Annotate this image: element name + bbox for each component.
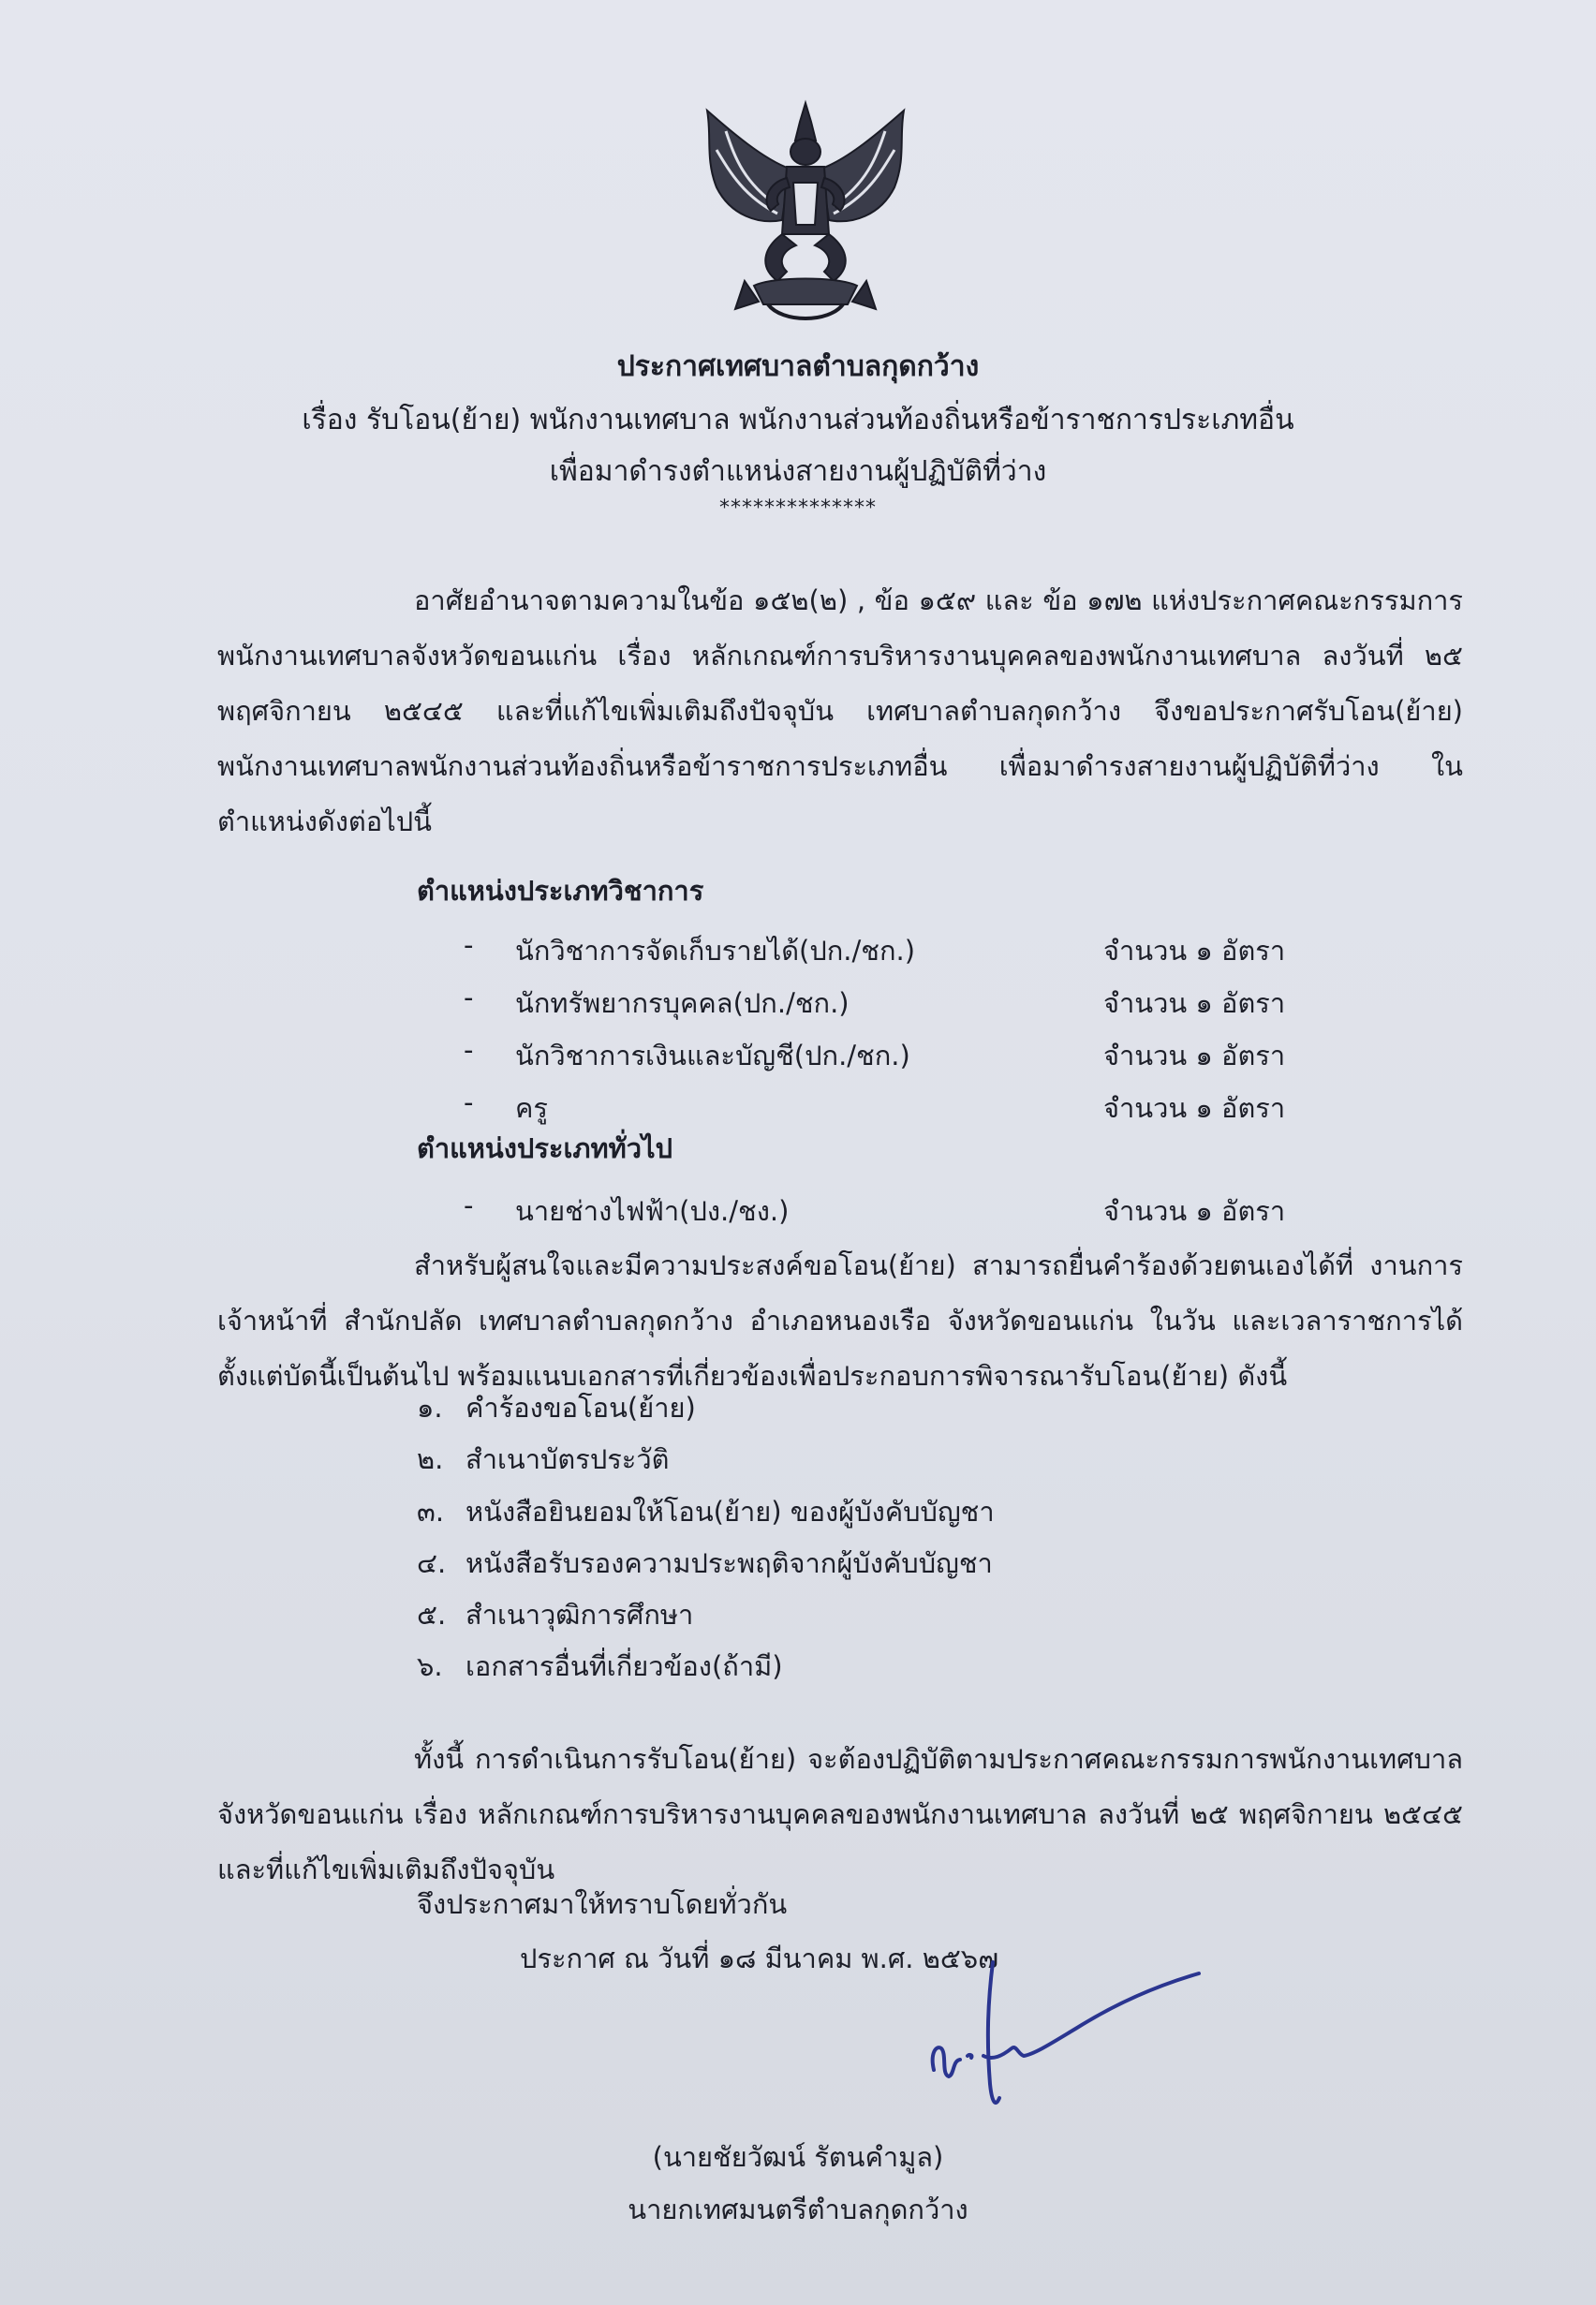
signature-icon <box>913 1943 1222 2131</box>
garuda-emblem-icon <box>688 94 923 337</box>
document-item <box>417 1490 995 1533</box>
position-count: จำนวน ๑ อัตรา <box>1103 987 1286 1019</box>
general-heading: ตำแหน่งประเภททั่วไป <box>417 1132 673 1164</box>
document-text: หนังสือยินยอมให้โอน(ย้าย) ของผู้บังคับบัญชา <box>466 1496 995 1528</box>
document-number: ๑. <box>417 1392 443 1424</box>
signer-name: (นายชัยวัฒน์ รัตนคำมูล) <box>652 2141 944 2173</box>
position-name: นายช่างไฟฟ้า(ปง./ชง.) <box>515 1195 790 1227</box>
bullet-dash: - <box>464 1086 474 1118</box>
subject-line-1: เรื่อง รับโอน(ย้าย) พนักงานเทศบาล พนักงานส่วนท้องถิ่นหรือข้าราชการประเภทอื่น <box>302 404 1294 436</box>
position-name: นักทรัพยากรบุคคล(ปก./ชก.) <box>515 987 850 1019</box>
application-paragraph: สำหรับผู้สนใจและมีความประสงค์ขอโอน(ย้าย) สามารถยื่นคำร้องด้วยตนเองได้ที่ งานการเจ้าหน้าที่ สำนักปลัด เทศบาลตำบลกุดกว้าง อำเภอหนองเรือ จังหวัดขอนแก่น ในวัน และเวลาราชการได้ตั้งแต่บัดนี้เป็นต้นไป พร้อมแนบเอกสารที่เกี่ยวข้องเพื่อประกอบการพิจารณารับโอน(ย้าย) ดังนี้ <box>217 1249 1463 1392</box>
bullet-dash: - <box>464 982 474 1013</box>
position-row <box>464 1086 1307 1124</box>
document-text: สำเนาวุฒิการศึกษา <box>466 1599 694 1631</box>
document-item <box>417 1438 670 1481</box>
date-line: ประกาศ ณ วันที่ ๑๘ มีนาคม พ.ศ. ๒๕๖๗ <box>520 1943 999 1974</box>
document-item <box>417 1645 783 1688</box>
position-count: จำนวน ๑ อัตรา <box>1103 935 1286 967</box>
position-count: จำนวน ๑ อัตรา <box>1103 1040 1286 1071</box>
document-text: สำเนาบัตรประวัติ <box>466 1443 670 1475</box>
document-number: ๔. <box>417 1547 447 1579</box>
document-number: ๓. <box>417 1496 445 1528</box>
document-text: คำร้องขอโอน(ย้าย) <box>466 1392 696 1424</box>
subject-line-2: เพื่อมาดำรงตำแหน่งสายงานผู้ปฏิบัติที่ว่าง <box>549 455 1047 488</box>
position-name: นักวิชาการจัดเก็บรายได้(ปก./ชก.) <box>515 935 916 967</box>
academic-heading: ตำแหน่งประเภทวิชาการ <box>417 875 704 907</box>
document-number: ๖. <box>417 1650 443 1682</box>
conclusion-paragraph: ทั้งนี้ การดำเนินการรับโอน(ย้าย) จะต้องปฏิบัติตามประกาศคณะกรรมการพนักงานเทศบาลจังหวัดขอนแก่น เรื่อง หลักเกณฑ์การบริหารงานบุคคลของพนักงานเทศบาล ลงวันที่ ๒๕ พฤศจิกายน ๒๕๔๕ และที่แก้ไขเพิ่มเติมถึงปัจจุบัน <box>217 1743 1463 1885</box>
position-row <box>464 1189 1307 1227</box>
position-row <box>464 982 1307 1019</box>
document-item <box>417 1542 993 1585</box>
document-text: หนังสือรับรองความประพฤติจากผู้บังคับบัญชา <box>466 1547 993 1579</box>
bullet-dash: - <box>464 1034 474 1066</box>
position-name: นักวิชาการเงินและบัญชี(ปก./ชก.) <box>515 1040 910 1071</box>
position-count: จำนวน ๑ อัตรา <box>1103 1195 1286 1227</box>
document-item <box>417 1593 693 1636</box>
document-number: ๕. <box>417 1599 447 1631</box>
intro-paragraph: อาศัยอำนาจตามความในข้อ ๑๕๒(๒) , ข้อ ๑๕๙ และ ข้อ ๑๗๒ แห่งประกาศคณะกรรมการพนักงานเทศบาลจังหวัดขอนแก่น เรื่อง หลักเกณฑ์การบริหารงานบุคคลของพนักงานเทศบาล ลงวันที่ ๒๕ พฤศจิกายน ๒๕๔๕ และที่แก้ไขเพิ่มเติมถึงปัจจุบัน เทศบาลตำบลกุดกว้าง จึงขอประกาศรับโอน(ย้าย) พนักงานเทศบาลพนักงานส่วนท้องถิ่นหรือข้าราชการประเภทอื่น เพื่อมาดำรงสายงานผู้ปฏิบัติที่ว่าง ในตำแหน่งดังต่อไปนี้ <box>217 584 1463 837</box>
document-title: ประกาศเทศบาลตำบลกุดกว้าง <box>616 350 980 383</box>
document-text: เอกสารอื่นที่เกี่ยวข้อง(ถ้ามี) <box>466 1650 783 1682</box>
bullet-dash: - <box>464 929 474 961</box>
position-name: ครู <box>515 1092 548 1124</box>
document-number: ๒. <box>417 1443 444 1475</box>
title-separator: ************** <box>719 496 877 520</box>
position-row <box>464 1034 1307 1071</box>
document-item <box>417 1386 696 1429</box>
position-count: จำนวน ๑ อัตรา <box>1103 1092 1286 1124</box>
announce-line: จึงประกาศมาให้ทราบโดยทั่วกัน <box>417 1888 788 1920</box>
signer-title: นายกเทศมนตรีตำบลกุดกว้าง <box>628 2194 968 2225</box>
position-row <box>464 929 1307 967</box>
bullet-dash: - <box>464 1189 474 1221</box>
